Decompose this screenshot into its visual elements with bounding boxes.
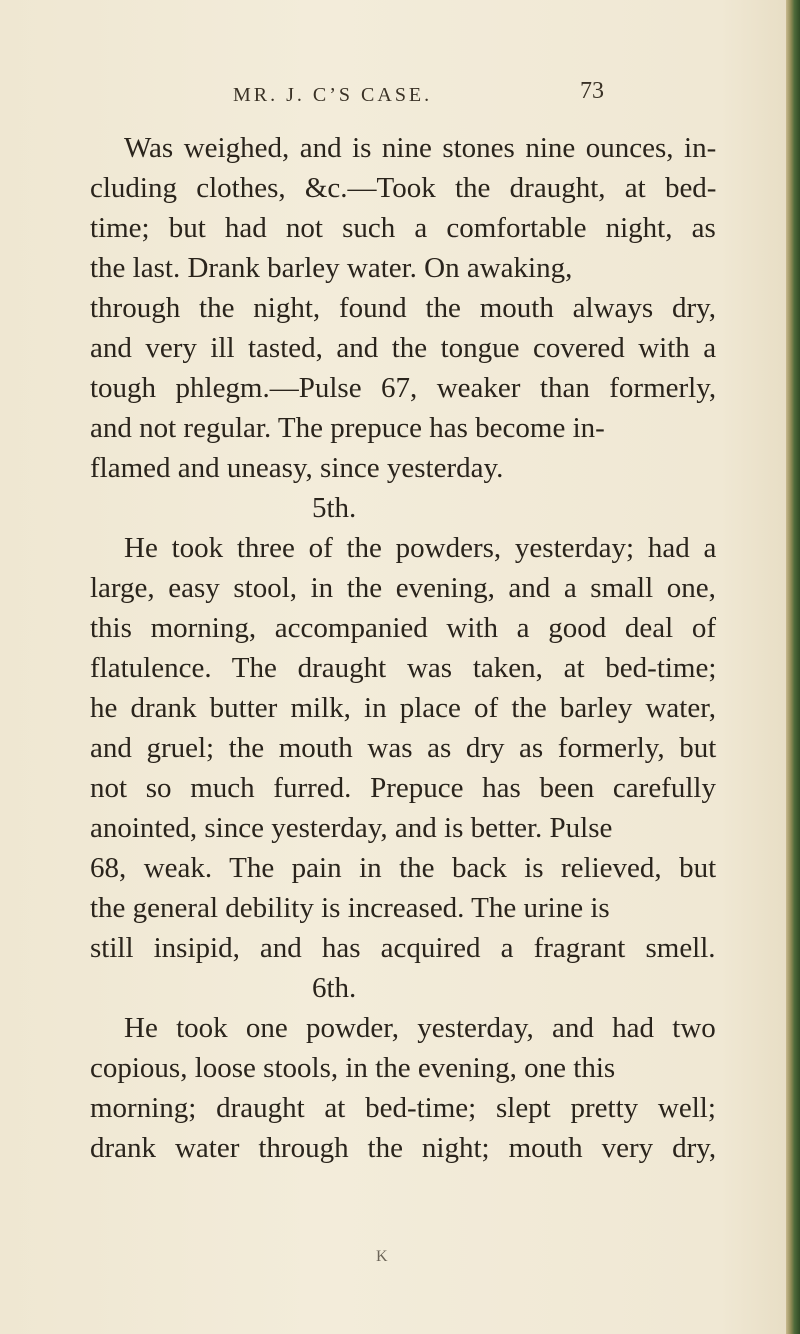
text-line: and gruel; the mouth was as dry as formerly, but [90,732,717,764]
text-line: He took one powder, yesterday, and had two [124,1012,716,1044]
text-line: morning; draught at bed-time; slept pretty well; [90,1092,716,1124]
date-heading: 6th. [312,972,357,1004]
text-line: tough phlegm.—Pulse 67, weaker than formerly, [90,372,717,404]
text-line: flamed and uneasy, since yesterday. [90,452,504,484]
text-line: 68, weak. The pain in the back is relieved, but [90,852,717,884]
text-line: not so much furred. Prepuce has been carefully [90,772,716,804]
text-line: he drank butter milk, in place of the barley water, [90,692,716,724]
text-line: the last. Drank barley water. On awaking, [90,252,573,284]
text-line: drank water through the night; mouth very dry, [90,1132,717,1164]
text-line: still insipid, and has acquired a fragrant smell. [90,932,716,964]
text-line: this morning, accompanied with a good deal of [90,612,717,644]
page-number: 73 [580,78,604,104]
book-spine-edge [786,0,800,1334]
signature-mark: K [376,1248,389,1265]
text-line: the general debility is increased. The urine is [90,892,610,924]
date-heading: 5th. [312,492,357,524]
text-line: and not regular. The prepuce has become in- [90,412,605,444]
text-line: large, easy stool, in the evening, and a small one, [90,572,716,604]
text-line: anointed, since yesterday, and is better. Pulse [90,812,613,844]
page-header [0,78,800,118]
text-line: flatulence. The draught was taken, at bed-time; [90,652,717,684]
running-head: MR. J. C’S CASE. [233,84,433,106]
text-line: He took three of the powders, yesterday; had a [124,532,717,564]
text-line: time; but had not such a comfortable night, as [90,212,716,244]
text-line: copious, loose stools, in the evening, one this [90,1052,616,1084]
text-line: Was weighed, and is nine stones nine ounces, in- [124,132,717,164]
text-line: through the night, found the mouth always dry, [90,292,717,324]
text-line: cluding clothes, &c.—Took the draught, at bed- [90,172,717,204]
text-line: and very ill tasted, and the tongue covered with a [90,332,717,364]
